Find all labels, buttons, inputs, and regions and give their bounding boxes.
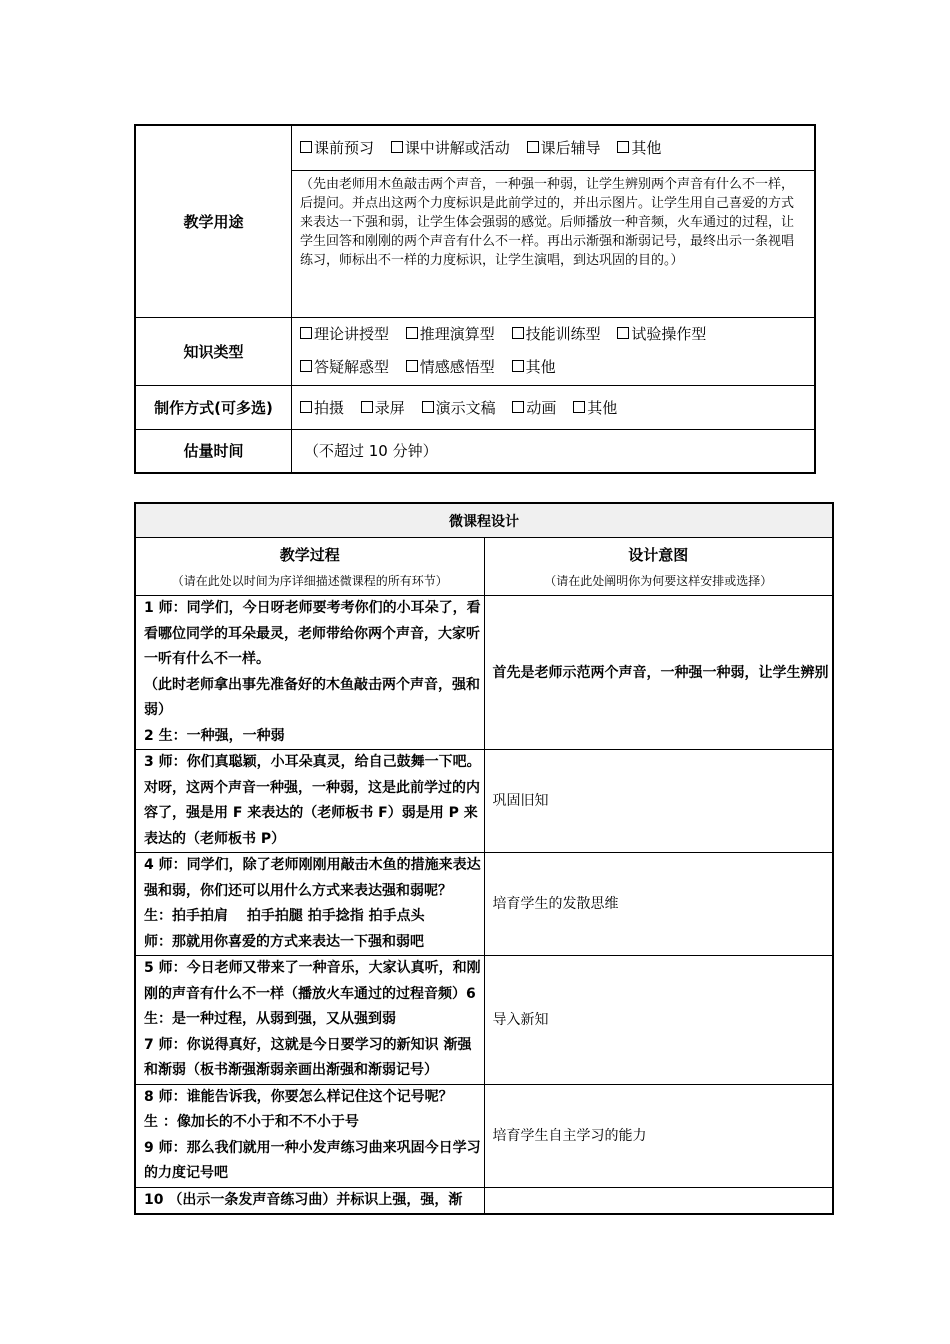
process-header-note: （请在此处以时间为序详细描述微课程的所有环节） (171, 574, 448, 588)
knowledge-option[interactable]: 试验操作型 (617, 325, 706, 343)
method-options (292, 385, 816, 429)
process-cell: 4 师：同学们，除了老师刚刚用敲击木鱼的措施来表达强和弱，你们还可以用什么方式来表达强和弱呢？ 生：拍手拍肩 拍手拍腿 拍手捻指 拍手点头 师：那就用你喜爱的方式来表达一下强和弱吧 (135, 853, 484, 956)
process-cell: 10 （出示一条发声音练习曲）并标识上强，强，渐 (135, 1187, 484, 1214)
checkbox-icon[interactable] (617, 141, 629, 153)
table-row (135, 750, 833, 853)
purpose-label: 教学用途 (135, 125, 292, 317)
time-label: 估量时间 (135, 429, 292, 473)
intent-cell (484, 1187, 833, 1214)
knowledge-option[interactable]: 其他 (512, 358, 556, 376)
knowledge-label: 知识类型 (135, 317, 292, 385)
checkbox-icon[interactable] (300, 141, 312, 153)
intent-cell: 首先是老师示范两个声音，一种强一种弱，让学生辨别 (484, 596, 833, 750)
process-cell: 3 师：你们真聪颖，小耳朵真灵，给自己鼓舞一下吧。对呀，这两个声音一种强，一种弱，这是此前学过的内容了，强是用 F 来表达的（老师板书 F）弱是用 P 来表达的（老师板书 P） (135, 750, 484, 853)
process-cell: 5 师：今日老师又带来了一种音乐，大家认真听，和刚刚的声音有什么不一样（播放火车通过的过程音频）6 生：是一种过程，从弱到强，又从强到弱 7 师：你说得真好，这就是今日要学习的新知识 渐强和渐弱（板书渐强渐弱亲画出渐强和渐弱记号） (135, 956, 484, 1085)
method-option[interactable]: 动画 (512, 399, 556, 417)
purpose-option[interactable]: 其他 (617, 139, 661, 157)
purpose-option[interactable]: 课后辅导 (527, 139, 601, 157)
intent-cell: 培育学生自主学习的能力 (484, 1084, 833, 1187)
knowledge-option[interactable]: 理论讲授型 (300, 325, 389, 343)
table-row (135, 1084, 833, 1187)
intent-cell: 培育学生的发散思维 (484, 853, 833, 956)
table-row (135, 1187, 833, 1214)
checkbox-icon[interactable] (512, 327, 524, 339)
method-option[interactable]: 拍摄 (300, 399, 344, 417)
checkbox-icon[interactable] (300, 401, 312, 413)
purpose-description: （先由老师用木鱼敲击两个声音，一种强一种弱，让学生辨别两个声音有什么不一样，后提问。并点出这两个力度标识是此前学过的，并出示图片。让学生用自己喜爱的方式来表达一下强和弱，让学生体会强弱的感觉。后师播放一种音频，火车通过的过程，让学生回答和刚刚的两个声音有什么不一样。再出示渐强和渐弱记号，最终出示一条视唱练习，师标出不一样的力度标识，让学生演唱，到达巩固的目的。） (292, 170, 816, 317)
checkbox-icon[interactable] (406, 327, 418, 339)
intent-cell: 导入新知 (484, 956, 833, 1085)
process-cell: 8 师：谁能告诉我，你要怎么样记住这个记号呢？ 生 ：像加长的不小于和不不小于号 9 师：那么我们就用一种小发声练习曲来巩固今日学习的力度记号吧 (135, 1084, 484, 1187)
method-option[interactable]: 录屏 (361, 399, 405, 417)
checkbox-icon[interactable] (512, 401, 524, 413)
knowledge-options (292, 317, 816, 385)
knowledge-option[interactable]: 技能训练型 (512, 325, 601, 343)
purpose-option[interactable]: 课前预习 (300, 139, 374, 157)
checkbox-icon[interactable] (300, 327, 312, 339)
checkbox-icon[interactable] (617, 327, 629, 339)
intent-cell: 巩固旧知 (484, 750, 833, 853)
course-info-table (134, 124, 816, 474)
intent-header (484, 538, 833, 596)
checkbox-icon[interactable] (573, 401, 585, 413)
knowledge-option[interactable]: 推理演算型 (406, 325, 495, 343)
method-option[interactable]: 演示文稿 (422, 399, 496, 417)
time-value: （不超过 10 分钟） (292, 429, 816, 473)
intent-header-title: 设计意图 (628, 546, 689, 564)
table-row (135, 596, 833, 750)
design-title: 微课程设计 (135, 503, 833, 538)
knowledge-option[interactable]: 情感感悟型 (406, 358, 495, 376)
process-header-title: 教学过程 (279, 546, 340, 564)
purpose-options (292, 125, 816, 170)
method-option[interactable]: 其他 (573, 399, 617, 417)
process-cell: 1 师：同学们，今日呀老师要考考你们的小耳朵了，看看哪位同学的耳朵最灵，老师带给你两个声音，大家听一听有什么不一样。 （此时老师拿出事先准备好的木鱼敲击两个声音，强和弱） 2 生：一种强，一种弱 (135, 596, 484, 750)
checkbox-icon[interactable] (391, 141, 403, 153)
checkbox-icon[interactable] (406, 360, 418, 372)
process-header (135, 538, 484, 596)
checkbox-icon[interactable] (300, 360, 312, 372)
intent-header-note: （请在此处阐明你为何要这样安排或选择） (544, 574, 773, 588)
checkbox-icon[interactable] (361, 401, 373, 413)
table-row (135, 853, 833, 956)
checkbox-icon[interactable] (422, 401, 434, 413)
knowledge-option[interactable]: 答疑解惑型 (300, 358, 389, 376)
purpose-option[interactable]: 课中讲解或活动 (391, 139, 510, 157)
checkbox-icon[interactable] (527, 141, 539, 153)
table-row (135, 956, 833, 1085)
method-label: 制作方式(可多选) (135, 385, 292, 429)
checkbox-icon[interactable] (512, 360, 524, 372)
micro-course-design-table (134, 502, 834, 1215)
